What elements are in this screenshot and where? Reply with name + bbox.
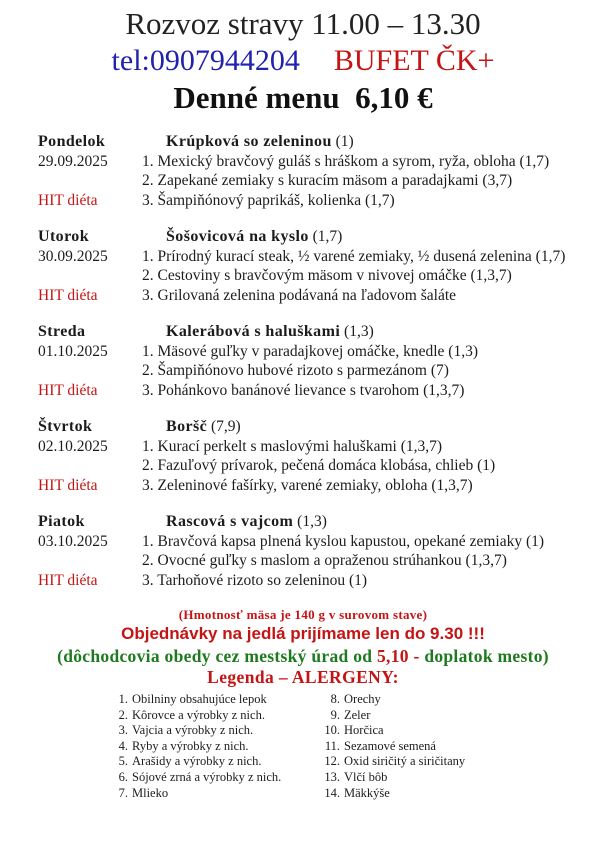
hit-diet-label: HIT diéta xyxy=(38,476,98,494)
day-section-stvrtok xyxy=(0,417,606,495)
allergen-item xyxy=(104,739,316,755)
day-section-streda xyxy=(0,322,606,400)
menu-title: Denné menu 6,10 € xyxy=(173,80,433,115)
allergen-item xyxy=(316,708,465,724)
day-date: 01.10.2025 xyxy=(38,342,108,360)
soup-name-text: Rascová s vajcom xyxy=(166,513,294,530)
allergen-column-left xyxy=(104,692,316,801)
allergen-text: Orechy xyxy=(344,692,381,706)
allergen-item xyxy=(316,692,465,708)
delivery-hours-title: Rozvoz stravy 11.00 – 13.30 xyxy=(125,6,481,41)
soup-name xyxy=(142,132,606,152)
day-date: 29.09.2025 xyxy=(38,152,108,170)
allergen-number: 12. xyxy=(324,754,340,769)
menu-item: 3. Šampiňónový paprikáš, kolienka (1,7) xyxy=(142,191,395,209)
menu-item: 3. Zeleninové fašírky, varené zemiaky, obloha (1,3,7) xyxy=(142,476,473,494)
allergen-text: Ryby a výrobky z nich. xyxy=(132,738,249,753)
allergen-number: 13. xyxy=(324,769,340,784)
header-line-2 xyxy=(0,42,606,79)
soup-allergens: (1,3) xyxy=(340,323,374,340)
meat-weight-note: (Hmotnosť mäsa je 140 g v surovom stave) xyxy=(178,607,428,622)
pensioner-price: 5,10 - xyxy=(377,646,420,666)
day-date: 02.10.2025 xyxy=(38,437,108,455)
soup-name-text: Boršč xyxy=(166,418,208,435)
soup-name-text: Kalerábová s haluškami xyxy=(166,323,341,340)
allergen-text: Zeler xyxy=(344,707,371,722)
pensioner-note-part2: doplatok mesto) xyxy=(419,646,549,666)
day-date: 30.09.2025 xyxy=(38,247,108,265)
allergen-number: 10. xyxy=(324,723,340,738)
allergen-text: Kôrovce a výrobky z nich. xyxy=(132,707,265,722)
allergen-text: Oxid siričitý a siričitany xyxy=(344,754,466,769)
soup-name-text: Krúpková so zeleninou xyxy=(166,133,332,150)
menu-item: 3. Tarhoňové rizoto so zeleninou (1) xyxy=(142,571,368,589)
day-name: Piatok xyxy=(38,513,85,530)
allergen-item xyxy=(104,723,316,739)
soup-allergens: (7,9) xyxy=(207,418,241,435)
soup-name xyxy=(142,417,606,437)
menu-item: 1. Kurací perkelt s maslovými haluškami (1,3,7) xyxy=(142,437,443,455)
allergen-number: 6. xyxy=(118,769,128,784)
allergen-text: Sójové zrná a výrobky z nich. xyxy=(132,769,282,784)
allergen-item xyxy=(104,786,316,802)
menu-item: 1. Prírodný kurací steak, ½ varené zemiaky, ½ dusená zelenina (1,7) xyxy=(142,247,566,265)
spacer-cell xyxy=(38,171,142,191)
allergen-number: 7. xyxy=(118,785,128,800)
menu-item: 3. Pohánkovo banánové lievance s tvarohom (1,3,7) xyxy=(142,381,465,399)
spacer-cell xyxy=(38,456,142,476)
allergen-item xyxy=(104,770,316,786)
allergen-number: 11. xyxy=(324,738,340,753)
allergen-text: Mlieko xyxy=(132,785,169,800)
allergen-text: Mäkkýše xyxy=(344,785,390,800)
day-name: Utorok xyxy=(38,228,89,245)
allergen-text: Arašidy a výrobky z nich. xyxy=(132,754,262,769)
weekly-menu xyxy=(0,132,606,590)
menu-item: 1. Mäsové guľky v paradajkovej omáčke, knedle (1,3) xyxy=(142,342,478,360)
allergen-text: Vajcia a výrobky z nich. xyxy=(132,723,254,738)
menu-item: 1. Mexický bravčový guláš s hráškom a syrom, ryža, obloha (1,7) xyxy=(142,152,550,170)
day-name: Streda xyxy=(38,323,86,340)
allergen-number: 1. xyxy=(118,692,128,706)
allergen-text: Horčica xyxy=(344,723,384,738)
phone-number: tel:0907944204 xyxy=(111,44,300,77)
soup-name xyxy=(142,227,606,247)
pensioner-note-part1: (dôchodcovia obedy cez mestský úrad od xyxy=(57,646,377,666)
menu-item: 2. Šampiňónovo hubové rizoto s parmezánom (7) xyxy=(142,362,449,379)
day-section-piatok xyxy=(0,512,606,590)
allergen-number: 5. xyxy=(118,754,128,769)
allergen-item xyxy=(316,739,465,755)
day-section-pondelok xyxy=(0,132,606,210)
allergen-item xyxy=(316,754,465,770)
spacer-cell xyxy=(38,361,142,381)
allergen-number: 14. xyxy=(324,785,340,800)
allergen-number: 4. xyxy=(118,738,128,753)
day-name: Pondelok xyxy=(38,133,106,150)
hit-diet-label: HIT diéta xyxy=(38,381,98,399)
menu-item: 2. Fazuľový prívarok, pečená domáca klobása, chlieb (1) xyxy=(142,457,496,474)
brand-name: BUFET ČK+ xyxy=(333,44,495,77)
menu-item: 2. Zapekané zemiaky s kuracím mäsom a paradajkami (3,7) xyxy=(142,172,513,189)
allergen-text: Obilniny obsahujúce lepok xyxy=(132,692,267,706)
allergen-number: 2. xyxy=(118,707,128,722)
allergen-legend-title: Legenda – ALERGENY: xyxy=(207,667,399,687)
allergen-number: 9. xyxy=(330,707,340,722)
allergen-item xyxy=(104,692,316,708)
soup-allergens: (1) xyxy=(331,133,354,150)
allergen-text: Sezamové semená xyxy=(344,738,436,753)
allergen-item xyxy=(316,770,465,786)
soup-name xyxy=(142,512,606,532)
day-section-utorok xyxy=(0,227,606,305)
allergen-legend xyxy=(104,692,606,801)
allergen-item xyxy=(316,786,465,802)
soup-name xyxy=(142,322,606,342)
menu-item: 2. Ovocné guľky s maslom a opraženou strúhankou (1,3,7) xyxy=(142,552,507,569)
allergen-text: Vlčí bôb xyxy=(344,769,388,784)
soup-allergens: (1,7) xyxy=(308,228,343,245)
hit-diet-label: HIT diéta xyxy=(38,191,98,209)
allergen-item xyxy=(104,754,316,770)
menu-item: 3. Grilovaná zelenina podávaná na ľadovom šaláte xyxy=(142,286,457,304)
menu-item: 2. Cestoviny s bravčovým mäsom v nivovej omáčke (1,3,7) xyxy=(142,267,512,284)
order-deadline-note: Objednávky na jedlá prijímame len do 9.30 !!! xyxy=(121,624,485,643)
hit-diet-label: HIT diéta xyxy=(38,571,98,589)
spacer-cell xyxy=(38,266,142,286)
allergen-column-right xyxy=(316,692,465,801)
pensioner-note xyxy=(0,645,606,667)
allergen-item xyxy=(104,708,316,724)
day-name: Štvrtok xyxy=(38,418,93,435)
allergen-item xyxy=(316,723,465,739)
allergen-number: 8. xyxy=(330,692,340,706)
hit-diet-label: HIT diéta xyxy=(38,286,98,304)
allergen-number: 3. xyxy=(118,723,128,738)
spacer-cell xyxy=(38,551,142,571)
soup-allergens: (1,3) xyxy=(293,513,327,530)
soup-name-text: Šošovicová na kyslo xyxy=(166,228,309,245)
menu-item: 1. Bravčová kapsa plnená kyslou kapustou, opekané zemiaky (1) xyxy=(142,532,545,550)
day-date: 03.10.2025 xyxy=(38,532,108,550)
